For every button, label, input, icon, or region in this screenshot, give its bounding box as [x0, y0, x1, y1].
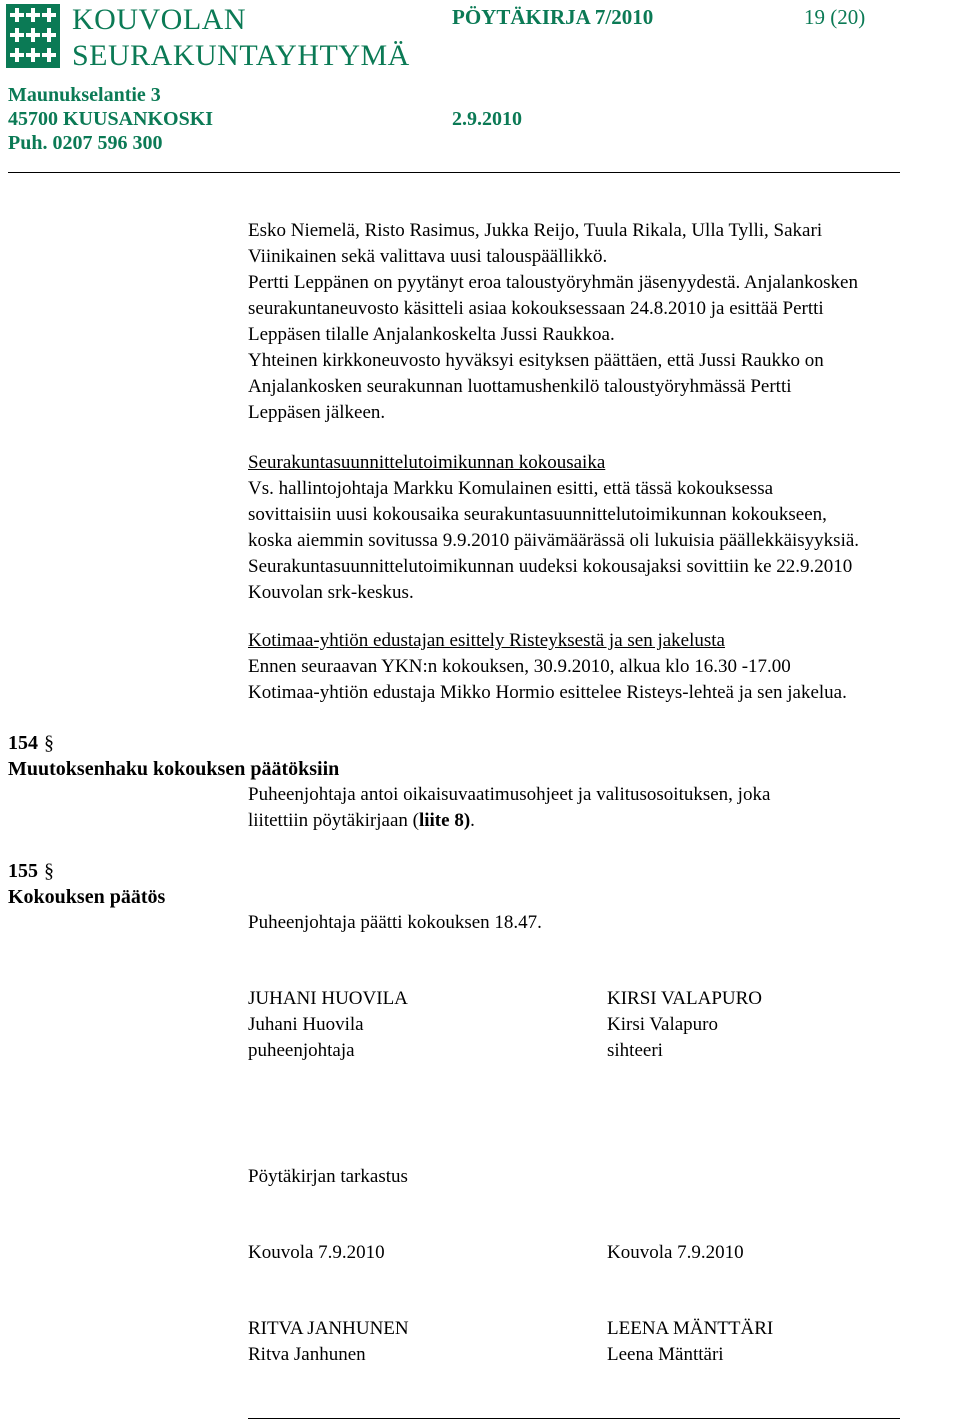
- header-divider: [8, 172, 900, 173]
- review-place-date-right: Kouvola 7.9.2010: [607, 1242, 744, 1263]
- section-number-155: 155 §: [8, 860, 54, 882]
- signature-name-secretary: Kirsi Valapuro: [607, 1014, 718, 1035]
- body-line: Pertti Leppänen on pyytänyt eroa taloustyöryhmän jäsenyydestä. Anjalankosken: [248, 272, 858, 293]
- body-line: Kotimaa-yhtiön edustaja Mikko Hormio esittelee Risteys-lehteä ja sen jakelua.: [248, 682, 847, 703]
- body-line: Yhteinen kirkkoneuvosto hyväksyi esityksen päättäen, että Jussi Raukko on: [248, 350, 824, 371]
- body-line: Kouvolan srk-keskus.: [248, 582, 414, 603]
- header-date: 2.9.2010: [452, 108, 522, 130]
- phone-number: Puh. 0207 596 300: [8, 132, 163, 154]
- review-heading: Pöytäkirjan tarkastus: [248, 1166, 408, 1187]
- reviewer-name-right: Leena Mänttäri: [607, 1344, 724, 1365]
- org-name-line1: KOUVOLAN: [72, 3, 246, 36]
- topic-heading-kotimaa: Kotimaa-yhtiön edustajan esittely Risteyksestä ja sen jakelusta: [248, 630, 725, 651]
- footer-divider: [248, 1418, 900, 1419]
- body-line: Puheenjohtaja antoi oikaisuvaatimusohjeet ja valitusosoituksen, joka: [248, 784, 771, 805]
- body-line: sovittaisiin uusi kokousaika seurakuntasuunnittelutoimikunnan kokoukseen,: [248, 504, 827, 525]
- signature-caps-secretary: KIRSI VALAPURO: [607, 988, 763, 1009]
- body-line: Seurakuntasuunnittelutoimikunnan uudeksi kokousajaksi sovittiin ke 22.9.2010: [248, 556, 853, 577]
- body-line: Puheenjohtaja päätti kokouksen 18.47.: [248, 912, 542, 933]
- org-name-line2: SEURAKUNTAYHTYMÄ: [72, 39, 410, 72]
- body-line: koska aiemmin sovitussa 9.9.2010 päivämäärässä oli lukuisia päällekkäisyyksiä.: [248, 530, 860, 551]
- body-line: Leppäsen tilalle Anjalankoskelta Jussi Raukkoa.: [248, 324, 615, 345]
- section-title-154: Muutoksenhaku kokouksen päätöksiin: [8, 758, 340, 780]
- address-street: Maunukselantie 3: [8, 84, 161, 106]
- body-line: Vs. hallintojohtaja Markku Komulainen esitti, että tässä kokouksessa: [248, 478, 774, 499]
- body-line: Viinikainen sekä valittava uusi talouspäällikkö.: [248, 246, 608, 267]
- page-number: 19 (20): [804, 5, 866, 29]
- section-title-155: Kokouksen päätös: [8, 886, 166, 908]
- reviewer-caps-left: RITVA JANHUNEN: [248, 1318, 409, 1339]
- body-line: Anjalankosken seurakunnan luottamushenkilö taloustyöryhmässä Pertti: [248, 376, 792, 397]
- body-line: Ennen seuraavan YKN:n kokouksen, 30.9.2010, alkua klo 16.30 -17.00: [248, 656, 791, 677]
- body-line: Esko Niemelä, Risto Rasimus, Jukka Reijo, Tuula Rikala, Ulla Tylli, Sakari: [248, 220, 823, 241]
- reviewer-caps-right: LEENA MÄNTTÄRI: [607, 1318, 774, 1339]
- body-line: seurakuntaneuvosto käsitteli asiaa kokouksessaan 24.8.2010 ja esittää Pertti: [248, 298, 824, 319]
- signature-name-chair: Juhani Huovila: [248, 1014, 364, 1035]
- section-number-154: 154 §: [8, 732, 54, 754]
- review-place-date-left: Kouvola 7.9.2010: [248, 1242, 385, 1263]
- body-line: Leppäsen jälkeen.: [248, 402, 386, 423]
- body-line: liitettiin pöytäkirjaan (liite 8).: [248, 810, 475, 831]
- address-city: 45700 KUUSANKOSKI: [8, 108, 214, 130]
- document-title: PÖYTÄKIRJA 7/2010: [452, 5, 654, 29]
- signature-role-secretary: sihteeri: [607, 1040, 663, 1061]
- crosses-logo-icon: [6, 4, 60, 68]
- signature-caps-chair: JUHANI HUOVILA: [248, 988, 408, 1009]
- reviewer-name-left: Ritva Janhunen: [248, 1344, 366, 1365]
- topic-heading-meeting-time: Seurakuntasuunnittelutoimikunnan kokousaika: [248, 452, 606, 473]
- signature-role-chair: puheenjohtaja: [248, 1040, 355, 1061]
